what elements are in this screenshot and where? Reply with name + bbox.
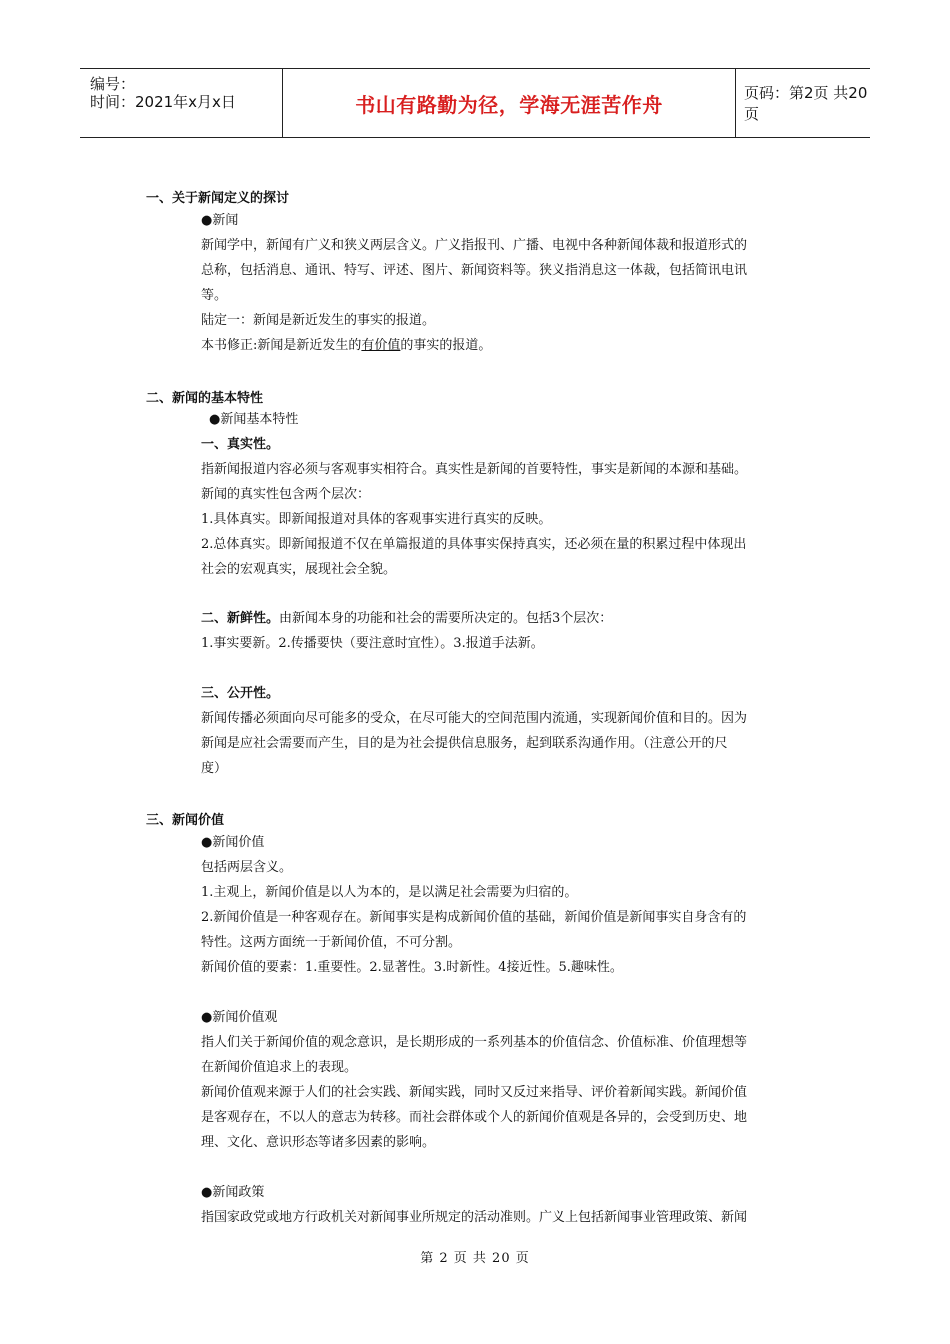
bullet-heading: ●新闻价值观: [201, 1010, 278, 1025]
text-run: 的事实的报道。: [400, 338, 492, 353]
date-label: 时间：2021年x月x日: [90, 93, 236, 111]
subsection-title: 二、新鲜性。: [201, 611, 280, 626]
section-title: 一、关于新闻定义的探讨: [146, 191, 290, 206]
header-page-info: 页码：第2页 共20页: [744, 84, 868, 123]
subsection-title: 三、公开性。: [201, 686, 280, 701]
bullet-heading: ●新闻政策: [201, 1185, 265, 1200]
paragraph-line: 社会的宏观真实，展现社会全貌。: [201, 562, 397, 577]
bullet-heading: ●新闻: [201, 213, 239, 228]
paragraph-line: 新闻是应社会需要而产生，目的是为社会提供信息服务，起到联系沟通作用。（注意公开的尺: [201, 736, 728, 751]
paragraph-line: 新闻价值观来源于人们的社会实践、新闻实践，同时又反过来指导、评价着新闻实践。新闻价值: [201, 1085, 748, 1100]
header-motto: 书山有路勤为径，学海无涯苦作舟: [282, 69, 736, 137]
paragraph-line: 1.主观上，新闻价值是以人为本的，是以满足社会需要为归宿的。: [201, 885, 578, 900]
paragraph-line: 新闻传播必须面向尽可能多的受众，在尽可能大的空间范围内流通，实现新闻价值和目的。因为: [201, 711, 748, 726]
paragraph-line: 度）: [201, 761, 228, 776]
page-header: [80, 68, 870, 138]
paragraph-line: [201, 337, 491, 355]
paragraph-line: 指国家政党或地方行政机关对新闻事业所规定的活动准则。广义上包括新闻事业管理政策、新闻: [201, 1210, 748, 1225]
paragraph-line: 特性。这两方面统一于新闻价值，不可分割。: [201, 935, 462, 950]
underlined-term: 有价值: [361, 338, 401, 353]
header-meta: [80, 69, 282, 137]
paragraph-line: 1.事实要新。2.传播要快（要注意时宜性）。3.报道手法新。: [201, 636, 544, 651]
text-run: 本书修正:新闻是新近发生的: [201, 338, 362, 353]
paragraph-line: 总称，包括消息、通讯、特写、评述、图片、新闻资料等。狭义指消息这一体裁，包括简讯电讯: [201, 263, 748, 278]
paragraph-line: 2.新闻价值是一种客观存在。新闻事实是构成新闻价值的基础，新闻价值是新闻事实自身含有的: [201, 910, 747, 925]
text-run: 由新闻本身的功能和社会的需要所决定的。包括3个层次：: [279, 611, 613, 626]
paragraph-line: 2.总体真实。即新闻报道不仅在单篇报道的具体事实保持真实，还必须在量的积累过程中体现出: [201, 537, 747, 552]
bullet-heading: ●新闻价值: [201, 835, 265, 850]
paragraph-line: 在新闻价值追求上的表现。: [201, 1060, 358, 1075]
page-footer: 第 2 页 共 20 页: [420, 1251, 530, 1266]
paragraph-line: 包括两层含义。: [201, 860, 293, 875]
paragraph-line: 指新闻报道内容必须与客观事实相符合。真实性是新闻的首要特性，事实是新闻的本源和基础。: [201, 462, 748, 477]
paragraph-line: 指人们关于新闻价值的观念意识，是长期形成的一系列基本的价值信念、价值标准、价值理想等: [201, 1035, 748, 1050]
bullet-heading: ●新闻基本特性: [209, 412, 299, 427]
serial-label: 编号：: [90, 75, 136, 93]
paragraph-line: 理、文化、意识形态等诸多因素的影响。: [201, 1135, 436, 1150]
paragraph-line: 1.具体真实。即新闻报道对具体的客观事实进行真实的反映。: [201, 512, 552, 527]
paragraph-line: [201, 610, 612, 628]
paragraph-line: 陆定一：新闻是新近发生的事实的报道。: [201, 313, 436, 328]
section-title: 三、新闻价值: [146, 813, 225, 828]
paragraph-line: 新闻的真实性包含两个层次：: [201, 487, 371, 502]
paragraph-line: 等。: [201, 288, 228, 303]
paragraph-line: 新闻价值的要素：1.重要性。2.显著性。3.时新性。4接近性。5.趣味性。: [201, 960, 623, 975]
paragraph-line: 新闻学中，新闻有广义和狭义两层含义。广义指报刊、广播、电视中各种新闻体裁和报道形式的: [201, 238, 748, 253]
paragraph-line: 是客观存在，不以人的意志为转移。而社会群体或个人的新闻价值观是各异的，会受到历史、地: [201, 1110, 748, 1125]
subsection-title: 一、真实性。: [201, 437, 280, 452]
section-title: 二、新闻的基本特性: [146, 391, 264, 406]
